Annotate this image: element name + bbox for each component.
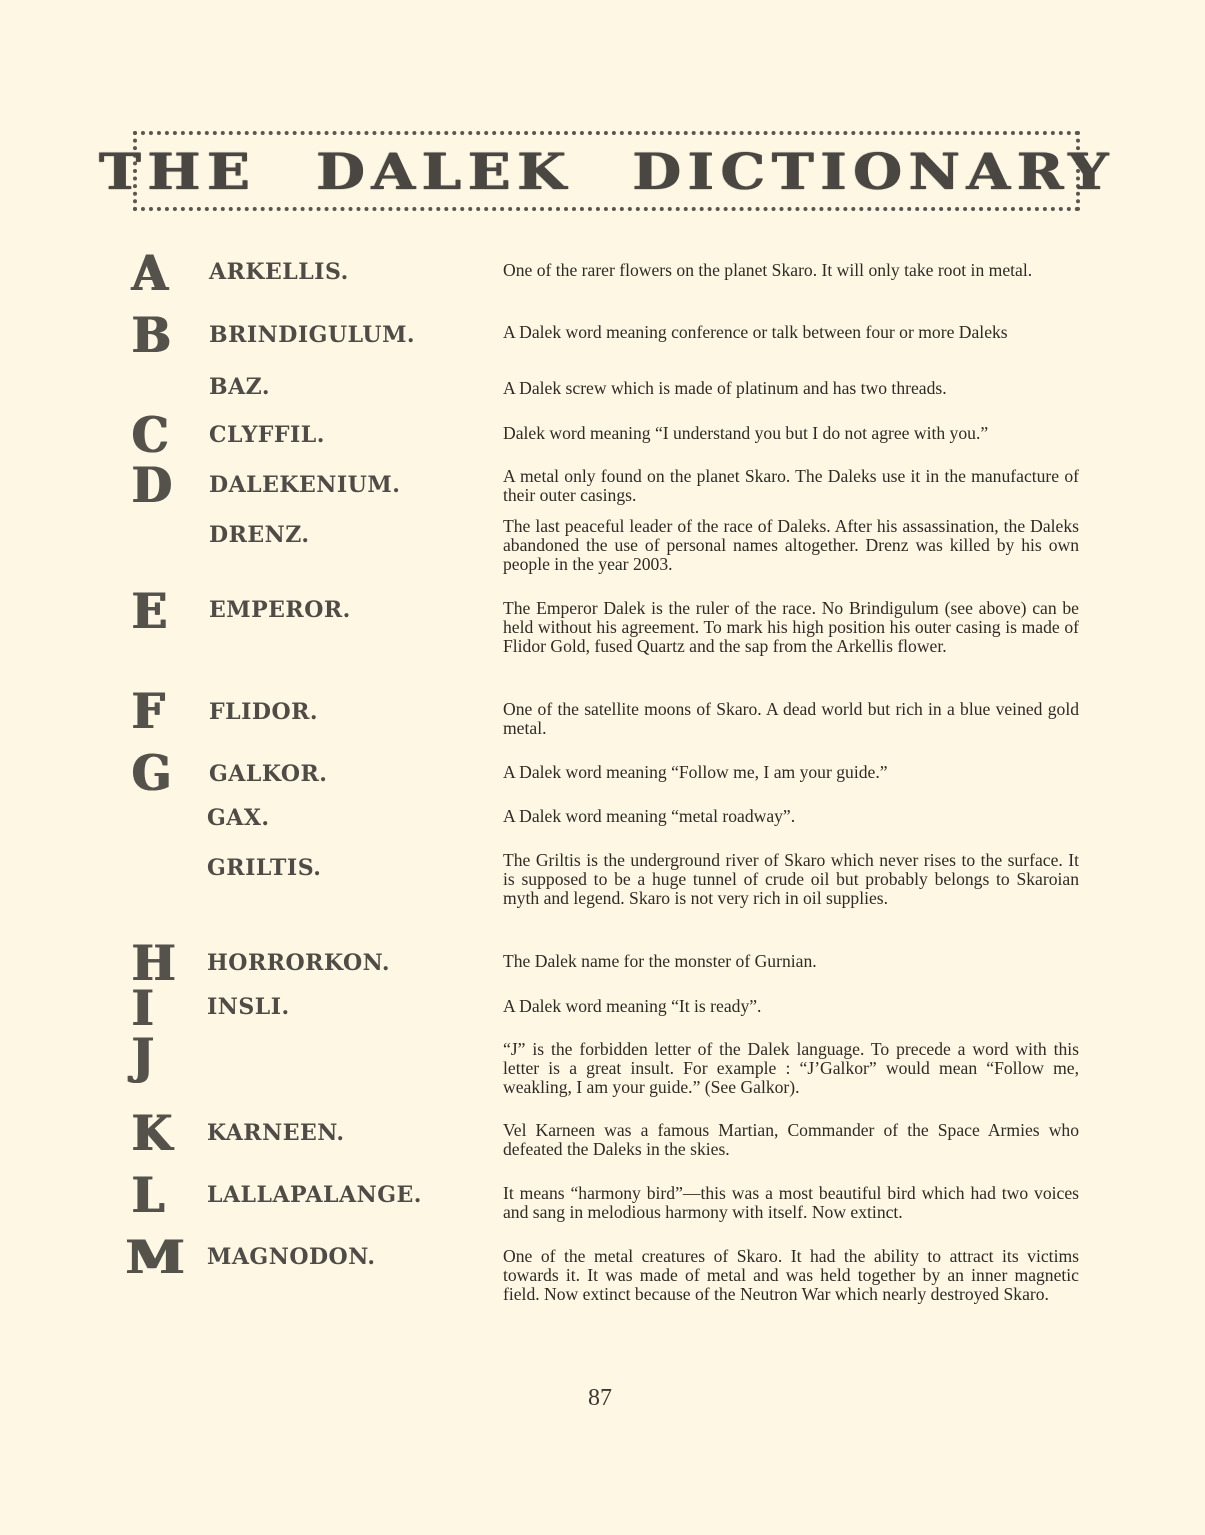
definition: A Dalek word meaning “metal roadway”.	[503, 806, 796, 826]
definition: A metal only found on the planet Skaro. The Daleks use it in the manufacture of their outer casings.	[503, 466, 1079, 505]
definition: A Dalek word meaning “It is ready”.	[503, 996, 762, 1016]
section-letter-a: A	[132, 244, 168, 302]
definition: It means “harmony bird”—this was a most beautiful bird which had two voices and sang in melodious harmony with itself. Now extinct.	[503, 1183, 1079, 1222]
section-letter-l: L	[132, 1166, 165, 1224]
term: KARNEEN.	[207, 1120, 345, 1146]
term: BRINDIGULUM.	[209, 322, 416, 348]
term: GRILTIS.	[207, 855, 322, 881]
term: CLYFFIL.	[209, 422, 325, 448]
section-letter-f: F	[132, 682, 165, 740]
term: DALEKENIUM.	[209, 472, 401, 498]
term: LALLAPALANGE.	[207, 1182, 422, 1208]
term: EMPEROR.	[209, 597, 351, 623]
definition: A Dalek screw which is made of platinum and has two threads.	[503, 378, 947, 398]
definition: The Griltis is the underground river of Skaro which never rises to the surface. It is supposed to be a huge tunnel of crude oil but probably belongs to Skaroian myth and legend. Skaro is not very rich in oil supplies.	[503, 850, 1079, 908]
section-letter-k: K	[132, 1104, 172, 1162]
term: HORRORKON.	[207, 950, 391, 976]
term: ARKELLIS.	[209, 259, 349, 285]
definition: The Dalek name for the monster of Gurnian.	[503, 951, 817, 971]
term: DRENZ.	[209, 522, 310, 548]
term: GALKOR.	[209, 761, 328, 787]
section-letter-g: G	[132, 744, 172, 802]
section-letter-i: I	[132, 979, 154, 1037]
section-letter-e: E	[132, 582, 168, 640]
term: BAZ.	[209, 374, 270, 400]
section-letter-h: H	[132, 934, 176, 992]
section-letter-m: M	[125, 1230, 185, 1284]
title-frame	[98, 131, 1115, 211]
definition: The Emperor Dalek is the ruler of the race. No Brindigulum (see above) can be held without his agreement. To mark his high position his outer casing is made of Flidor Gold, fused Quartz and the sap from the Arkellis flower.	[503, 598, 1079, 656]
term: GAX.	[207, 805, 270, 831]
definition: One of the metal creatures of Skaro. It had the ability to attract its victims towards it. It was made of metal and was held together by an inner magnetic field. Now extinct because of the Neutron War which nearly destroyed Skaro.	[503, 1246, 1079, 1304]
definition: The last peaceful leader of the race of Daleks. After his assassination, the Daleks abandoned the use of personal names altogether. Drenz was killed by his own people in the year 2003.	[503, 516, 1079, 574]
term: MAGNODON.	[207, 1244, 376, 1270]
definition: Dalek word meaning “I understand you but I do not agree with you.”	[503, 423, 989, 443]
definition: A Dalek word meaning “Follow me, I am your guide.”	[503, 762, 888, 782]
definition: One of the rarer flowers on the planet Skaro. It will only take root in metal.	[503, 260, 1033, 280]
definition: “J” is the forbidden letter of the Dalek language. To precede a word with this letter is a great insult. For example : “J’Galkor” would mean “Follow me, weakling, I am your guide.” (See Galkor).	[503, 1039, 1079, 1097]
section-letter-j: J	[132, 1027, 154, 1085]
page-title: THE DALEK DICTIONARY	[98, 141, 1115, 201]
page-number: 87	[588, 1385, 612, 1411]
definition: A Dalek word meaning conference or talk between four or more Daleks	[503, 322, 1008, 342]
definition: One of the satellite moons of Skaro. A dead world but rich in a blue veined gold metal.	[503, 699, 1079, 738]
section-letter-b: B	[132, 306, 171, 364]
section-letter-d: D	[132, 456, 172, 514]
definition: Vel Karneen was a famous Martian, Commander of the Space Armies who defeated the Daleks in the skies.	[503, 1120, 1079, 1159]
term: INSLI.	[207, 994, 290, 1020]
term: FLIDOR.	[209, 699, 319, 725]
section-letter-c: C	[132, 406, 169, 464]
